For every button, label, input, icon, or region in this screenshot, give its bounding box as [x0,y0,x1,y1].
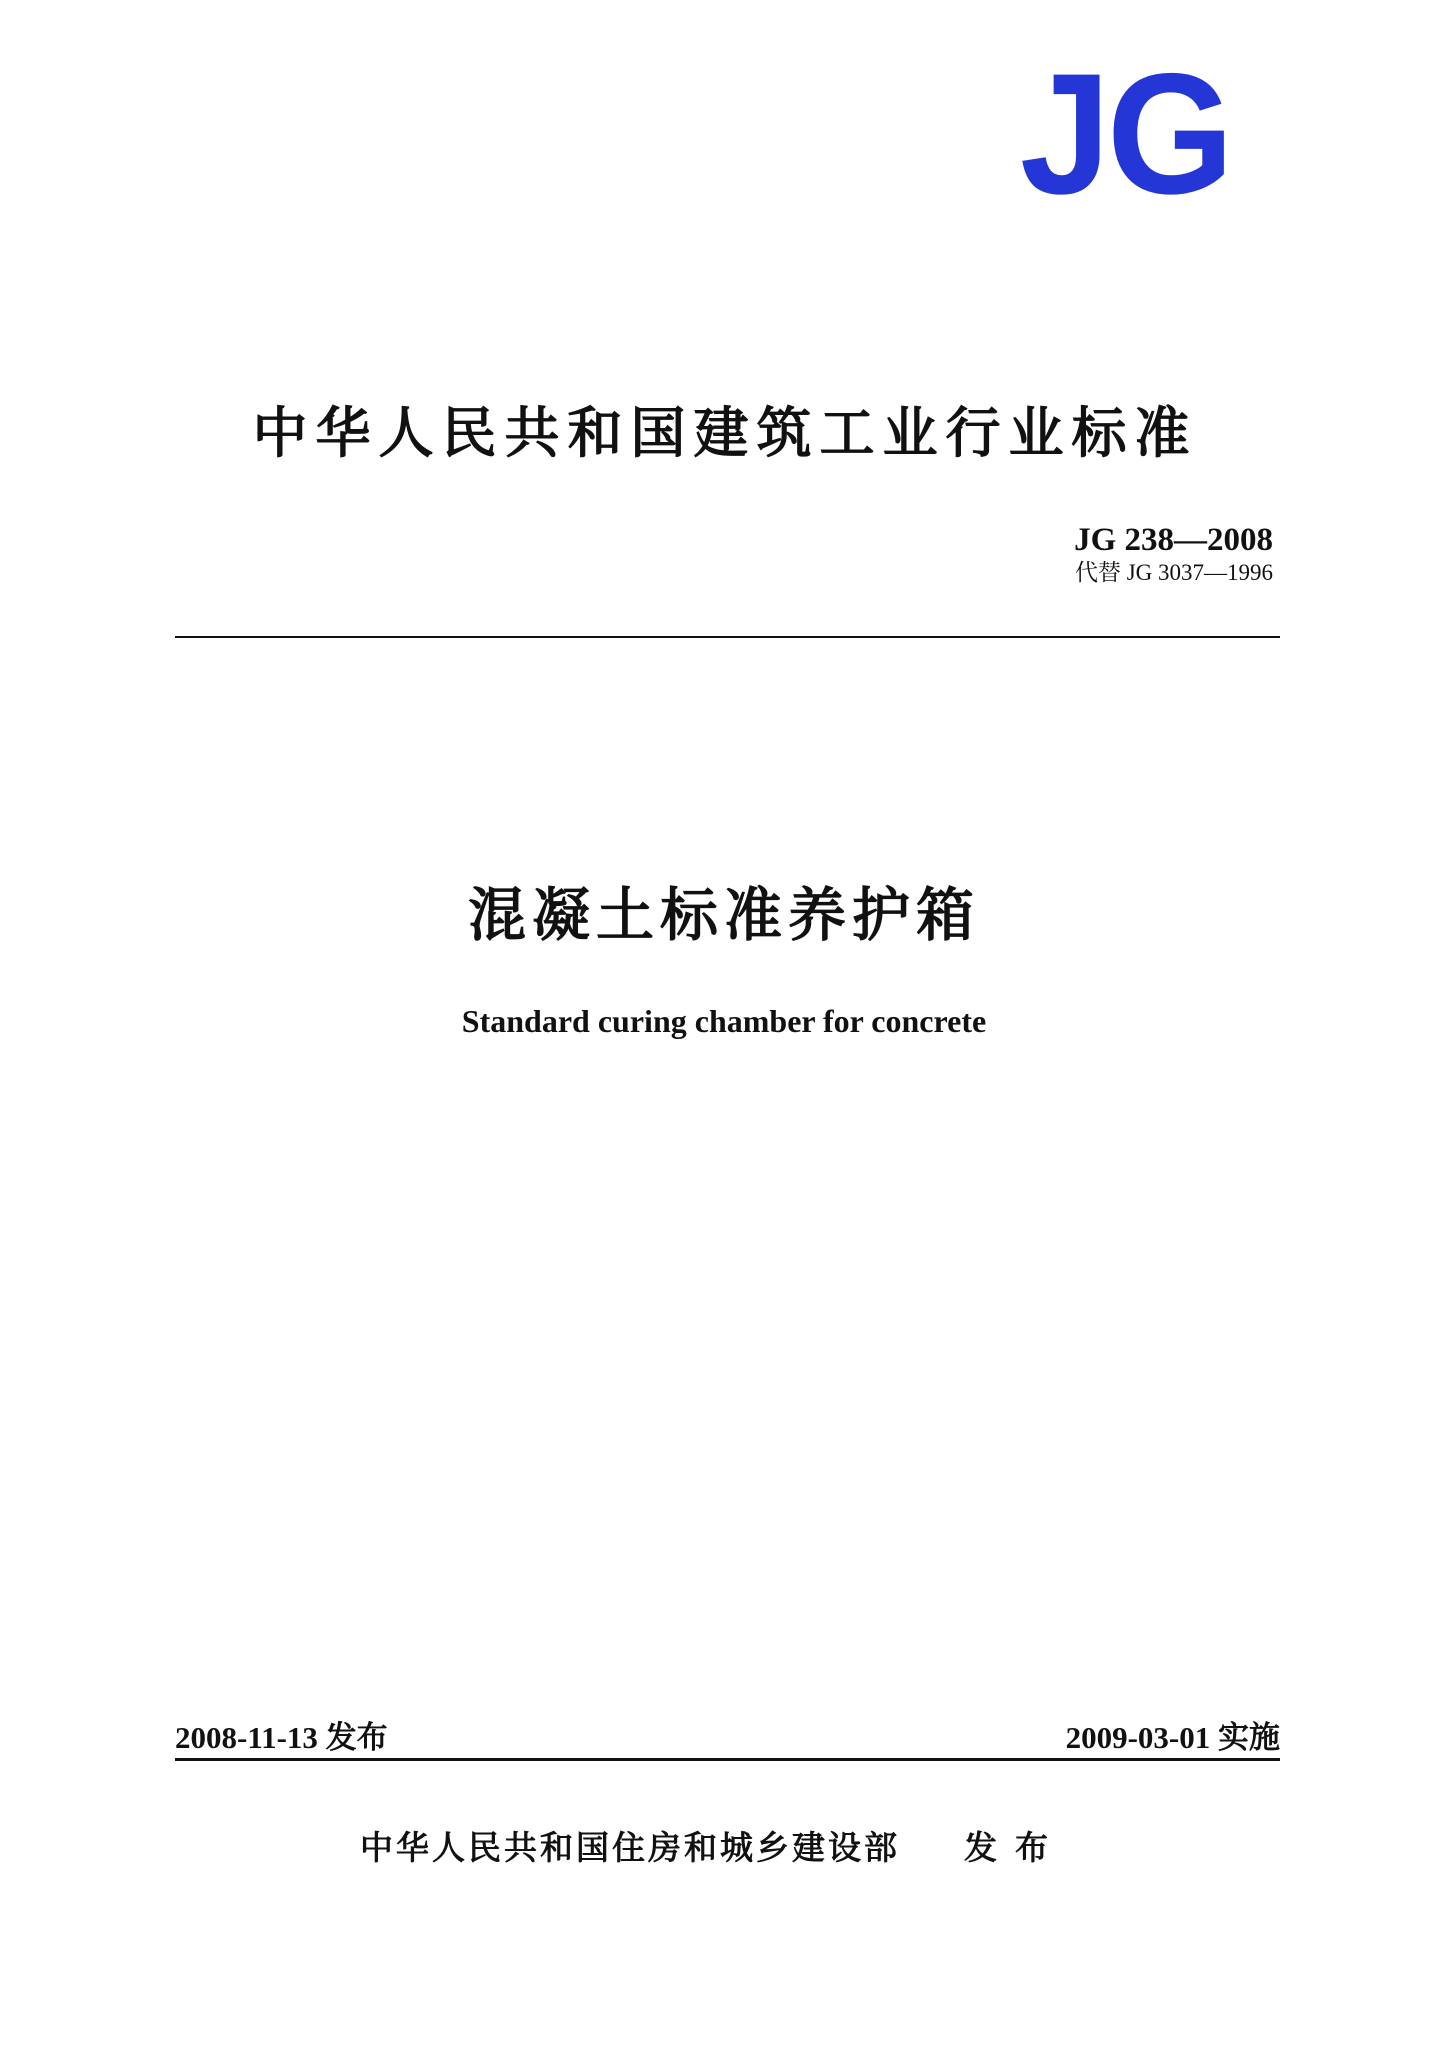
publisher-action: 发布 [964,1828,1066,1867]
jg-logo: JG [1019,38,1231,230]
document-title-english: Standard curing chamber for concrete [461,1003,987,1039]
document-title-chinese: 混凝土标准养护箱 [467,881,980,949]
bottom-divider [175,1758,1280,1761]
top-divider [175,636,1280,638]
implementation-date: 2009-03-01 实施 [1065,1720,1280,1755]
date-row [175,1712,1280,1757]
publisher-line [360,1822,1066,1869]
standard-number-block [1074,522,1273,588]
publisher-name: 中华人民共和国住房和城乡建设部 [360,1828,900,1867]
replaces-standard: 代替 JG 3037—1996 [1074,560,1273,586]
release-date: 2008-11-13 发布 [175,1720,388,1755]
industry-standard-title: 中华人民共和国建筑工业行业标准 [252,401,1198,465]
standard-number: JG 238—2008 [1074,522,1273,558]
